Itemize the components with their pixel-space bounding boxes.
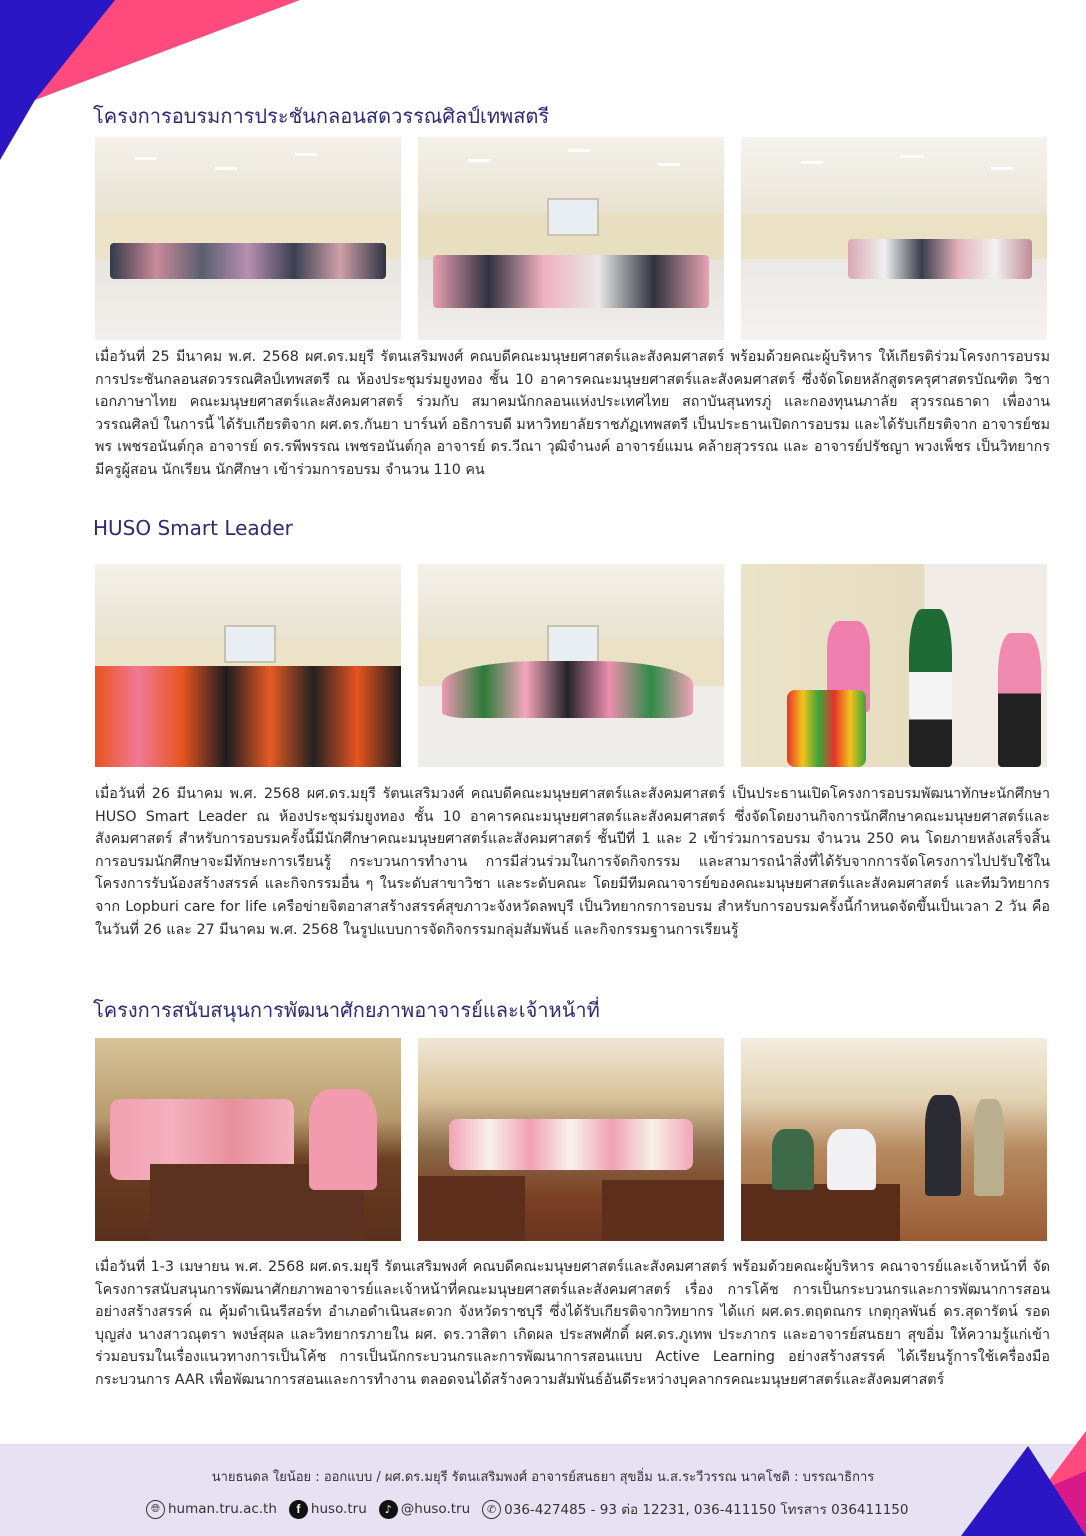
- website-text: human.tru.ac.th: [168, 1501, 277, 1517]
- photo-students-group: [418, 564, 724, 767]
- section-body: เมื่อวันที่ 25 มีนาคม พ.ศ. 2568 ผศ.ดร.มยุรี รัตนเสริมพงศ์ คณบดีคณะมนุษยศาสตร์และสังคมศาสตร์ พร้อมด้วยคณะผู้บริหาร ให้เกียรติร่วมโครงการอบรมการประชันกลอนสดวรรณศิลป์เทพสตรี ณ ห้องประชุมร่มยูงทอง ชั้น 10 อาคารคณะมนุษยศาสตร์และสังคมศาสตร์ ซึ่งจัดโดยหลักสูตรครุศาสตรบัณฑิต วิชาเอกภาษาไทย คณะมนุษยศาสตร์และสังคมศาสตร์ ร่วมกับ สมาคมนักกลอนแห่งประเทศไทย สถาบันสุนทรภู่ และกองทุนนภาลัย สุวรรณธาดา เพื่องานวรรณศิลป์ ในการนี้ ได้รับเกียรติจาก ผศ.ดร.กันยา บาร์นท์ อธิการบดี มหาวิทยาลัยราชภัฏเทพสตรี เป็นประธานเปิดการอบรม และได้รับเกียรติจาก อาจารย์ชมพร เพชรอนันต์กุล อาจารย์ ดร.รพีพรรณ เพชรอนันต์กุล อาจารย์ ดร.วีณา วุฒิจำนงค์ อาจารย์แมน คล้ายสุวรรณ และ อาจารย์ปรัชญา พวงเพ็ชร เป็นวิทยากร มีครูผู้สอน นักเรียน นักศึกษา เข้าร่วมการอบรม จำนวน 110 คน: [95, 349, 1050, 478]
- facebook-link[interactable]: [289, 1500, 367, 1519]
- footer: [0, 1444, 1086, 1536]
- photo-hall-audience: [741, 137, 1047, 340]
- section-title: โครงการสนับสนุนการพัฒนาศักยภาพอาจารย์และเจ้าหน้าที่: [93, 998, 600, 1022]
- photo-staff-workshop: [95, 1038, 401, 1241]
- section-title: โครงการอบรมการประชันกลอนสดวรรณศิลป์เทพสตรี: [93, 104, 550, 128]
- website-link[interactable]: [146, 1500, 277, 1519]
- phone-icon: ✆: [482, 1500, 501, 1519]
- tiktok-icon: ♪: [379, 1500, 398, 1519]
- section-title: HUSO Smart Leader: [93, 516, 293, 540]
- photo-hall-group: [95, 137, 401, 340]
- photo-staff-seminar: [741, 1038, 1047, 1241]
- photo-students-circle: [95, 564, 401, 767]
- footer-contacts: [146, 1498, 908, 1520]
- corner-decoration-bottom-right: [956, 1416, 1086, 1536]
- photo-row: [95, 137, 1047, 340]
- footer-credits: นายธนดล ใยน้อย : ออกแบบ / ผศ.ดร.มยุรี รัตนเสริมพงศ์ อาจารย์สนธยา สุขอิ่ม น.ส.ระวีวรรณ นาคโชติ : บรรณาธิการ: [211, 1470, 875, 1485]
- photo-row: [95, 1038, 1047, 1241]
- tiktok-text: @huso.tru: [400, 1501, 471, 1517]
- globe-icon: 🌐︎: [146, 1500, 165, 1519]
- facebook-icon: f: [289, 1500, 308, 1519]
- phone-text: 036-427485 - 93 ต่อ 12231, 036-411150 โทรสาร 036411150: [504, 1502, 909, 1518]
- photo-row: [95, 564, 1047, 767]
- facebook-text: huso.tru: [310, 1501, 367, 1517]
- photo-hall-seated: [418, 137, 724, 340]
- photo-drum-performance: [741, 564, 1047, 767]
- section-body: เมื่อวันที่ 26 มีนาคม พ.ศ. 2568 ผศ.ดร.มยุรี รัตนเสริมวงศ์ คณบดีคณะมนุษยศาสตร์และสังคมศาสตร์ เป็นประธานเปิดโครงการอบรมพัฒนาทักษะนักศึกษา HUSO Smart Leader ณ ห้องประชุมร่มยูงทอง ชั้น 10 อาคารคณะมนุษยศาสตร์และสังคมศาสตร์ ซึ่งจัดโดยงานกิจการนักศึกษาคณะมนุษยศาสตร์และสังคมศาสตร์ สำหรับการอบรมครั้งนี้มีนักศึกษาคณะมนุษยศาสตร์และสังคมศาสตร์ ชั้นปีที่ 1 และ 2 เข้าร่วมการอบรม จำนวน 250 คน โดยภายหลังเสร็จสิ้นการอบรมนักศึกษาจะมีทักษะการเรียนรู้ กระบวนการทำงาน การมีส่วนร่วมในการจัดกิจกรรม และสามารถนำสิ่งที่ได้รับจากการจัดโครงการไปปรับใช้ในโครงการรับน้องสร้างสรรค์ และกิจกรรมอื่น ๆ ในระดับสาขาวิชา และระดับคณะ โดยมีทีมคณาจารย์ของคณะมนุษยศาสตร์และสังคมศาสตร์ และทีมวิทยากรจาก Lopburi care for life เครือข่ายจิตอาสาสร้างสรรค์สุขภาวะจังหวัดลพบุรี เป็นวิทยากรการอบรม สำหรับการอบรมครั้งนี้กำหนดจัดขึ้นเป็นเวลา 2 วัน คือในวันที่ 26 และ 27 มีนาคม พ.ศ. 2568 ในรูปแบบการจัดกิจกรรมกลุ่มสัมพันธ์ และกิจกรรมฐานการเรียนรู้: [95, 786, 1050, 938]
- tiktok-link[interactable]: [379, 1500, 470, 1519]
- corner-decoration-top-left: [0, 0, 300, 160]
- phone-contact[interactable]: [482, 1498, 908, 1520]
- photo-staff-group: [418, 1038, 724, 1241]
- section-body: เมื่อวันที่ 1-3 เมษายน พ.ศ. 2568 ผศ.ดร.มยุรี รัตนเสริมพงศ์ คณบดีคณะมนุษยศาสตร์และสังคมศาสตร์ พร้อมด้วยคณะผู้บริหาร คณาจารย์และเจ้าหน้าที่ จัดโครงการสนับสนุนการพัฒนาศักยภาพอาจารย์และเจ้าหน้าที่คณะมนุษยศาสตร์และสังคมศาสตร์ เรื่อง การโค้ช การเป็นกระบวนกรและการพัฒนาการสอนอย่างสร้างสรรค์ ณ คุ้มดำเนินรีสอร์ท อำเภอดำเนินสะดวก จังหวัดราชบุรี ซึ่งได้รับเกียรติจากวิทยากร ได้แก่ ผศ.ดร.ตฤตณกร เกตุกุลพันธ์ ดร.สุดารัตน์ รอดบุญส่ง นางสาวณุตรา พงษ์สุผล และวิทยากรภายใน ผศ. ดร.วาสิตา เกิดผล ประสพศักดิ์ ผศ.ดร.ภูเทพ ประภากร และอาจารย์สนธยา สุขอิ่ม ให้ความรู้แก่เข้าร่วมอบรมในเรื่องแนวทางการเป็นโค้ช การเป็นนักกระบวนกรและการพัฒนาการสอนแบบ Active Learning อย่างสร้างสรรค์ ได้เรียนรู้การใช้เครื่องมือ กระบวนการ AAR เพื่อพัฒนาการสอนและการทำงาน ตลอดจนได้สร้างความสัมพันธ์อันดีระหว่างบุคลากรคณะมนุษยศาสตร์และสังคมศาสตร์: [95, 1259, 1050, 1388]
